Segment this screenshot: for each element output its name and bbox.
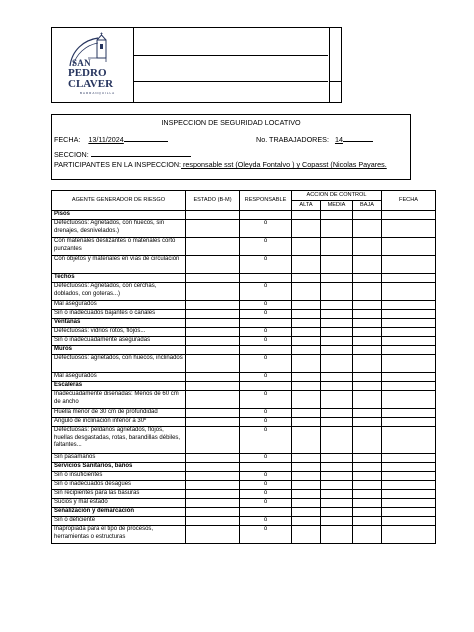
- participantes-field: [54, 160, 387, 169]
- media-cell[interactable]: [321, 472, 353, 481]
- alta-cell[interactable]: [292, 454, 321, 463]
- risk-item-label: Mal asegurados: [52, 301, 186, 310]
- fecha-cell[interactable]: [382, 256, 436, 274]
- responsable-cell[interactable]: ó: [240, 418, 292, 427]
- estado-cell[interactable]: [186, 355, 240, 373]
- fecha-cell[interactable]: [382, 328, 436, 337]
- empty-cell: [382, 508, 436, 517]
- fecha-cell[interactable]: [382, 283, 436, 301]
- empty-cell: [240, 211, 292, 220]
- estado-cell[interactable]: [186, 256, 240, 274]
- responsable-cell[interactable]: ó: [240, 427, 292, 454]
- baja-cell[interactable]: [353, 337, 382, 346]
- media-cell[interactable]: [321, 301, 353, 310]
- media-cell[interactable]: [321, 409, 353, 418]
- category-label: Muros: [52, 346, 186, 355]
- responsable-cell[interactable]: ó: [240, 499, 292, 508]
- risk-item-label: Sin o inadecuadamente aseguradas: [52, 337, 186, 346]
- responsable-cell[interactable]: ó: [240, 373, 292, 382]
- empty-cell: [353, 346, 382, 355]
- alta-cell[interactable]: [292, 310, 321, 319]
- responsable-cell[interactable]: ó: [240, 328, 292, 337]
- estado-cell[interactable]: [186, 337, 240, 346]
- baja-cell[interactable]: [353, 391, 382, 409]
- responsable-cell[interactable]: ó: [240, 310, 292, 319]
- category-label: Ventanas: [52, 319, 186, 328]
- category-row: [52, 274, 436, 283]
- estado-cell[interactable]: [186, 517, 240, 526]
- alta-cell[interactable]: [292, 337, 321, 346]
- risk-item-label: Mal asegurados: [52, 373, 186, 382]
- trabajadores-field: [256, 134, 373, 144]
- media-cell[interactable]: [321, 373, 353, 382]
- baja-cell[interactable]: [353, 301, 382, 310]
- empty-cell: [292, 274, 321, 283]
- table-row: [52, 238, 436, 256]
- alta-cell[interactable]: [292, 427, 321, 454]
- responsable-cell[interactable]: ó: [240, 283, 292, 301]
- empty-cell: [382, 463, 436, 472]
- responsable-cell[interactable]: ó: [240, 472, 292, 481]
- media-cell[interactable]: [321, 355, 353, 373]
- alta-cell[interactable]: [292, 238, 321, 256]
- media-cell[interactable]: [321, 391, 353, 409]
- estado-cell[interactable]: [186, 526, 240, 544]
- alta-cell[interactable]: [292, 490, 321, 499]
- estado-cell[interactable]: [186, 310, 240, 319]
- estado-cell[interactable]: [186, 427, 240, 454]
- alta-cell[interactable]: [292, 220, 321, 238]
- fecha-cell[interactable]: [382, 517, 436, 526]
- empty-cell: [292, 211, 321, 220]
- media-cell[interactable]: [321, 481, 353, 490]
- fecha-cell[interactable]: [382, 526, 436, 544]
- empty-cell: [186, 382, 240, 391]
- baja-cell[interactable]: [353, 220, 382, 238]
- alta-cell[interactable]: [292, 355, 321, 373]
- estado-cell[interactable]: [186, 283, 240, 301]
- header-accion-control: ACCION DE CONTROL: [292, 191, 382, 201]
- table-row: [52, 481, 436, 490]
- empty-cell: [321, 274, 353, 283]
- estado-cell[interactable]: [186, 418, 240, 427]
- header-baja: BAJA: [353, 201, 382, 211]
- media-cell[interactable]: [321, 427, 353, 454]
- table-row: [52, 391, 436, 409]
- participantes-value[interactable]: responsable sst (Oleyda Fontalvo ) y Copasst (Nicolas Payares.: [181, 160, 387, 169]
- risk-item-label: Sin o deficiente: [52, 517, 186, 526]
- category-label: Servicios Sanitarios, baños: [52, 463, 186, 472]
- empty-cell: [186, 319, 240, 328]
- media-cell[interactable]: [321, 418, 353, 427]
- participantes-label: PARTICIPANTES EN LA INSPECCION:: [54, 160, 182, 169]
- empty-cell: [321, 346, 353, 355]
- empty-cell: [353, 274, 382, 283]
- category-label: Señalización y demarcación: [52, 508, 186, 517]
- estado-cell[interactable]: [186, 409, 240, 418]
- baja-cell[interactable]: [353, 256, 382, 274]
- risk-item-label: Defectuosos: Agrietados, con cerchas, doblados, con goteras...): [52, 283, 186, 301]
- risk-item-label: Huella menor de 30 cm de profundidad: [52, 409, 186, 418]
- risk-item-label: Sin pasamanos: [52, 454, 186, 463]
- school-logo: [58, 32, 130, 98]
- fecha-cell[interactable]: [382, 427, 436, 454]
- fecha-cell[interactable]: [382, 472, 436, 481]
- logo-text-claver: CLAVER: [68, 78, 114, 90]
- media-cell[interactable]: [321, 256, 353, 274]
- fecha-cell[interactable]: [382, 355, 436, 373]
- category-label: Pisos: [52, 211, 186, 220]
- fecha-cell[interactable]: [382, 301, 436, 310]
- estado-cell[interactable]: [186, 220, 240, 238]
- empty-cell: [240, 463, 292, 472]
- empty-cell: [321, 463, 353, 472]
- fecha-cell[interactable]: [382, 481, 436, 490]
- empty-cell: [240, 508, 292, 517]
- responsable-cell[interactable]: ó: [240, 220, 292, 238]
- risk-item-label: Inapropiada para el tipo de procesos, herramientas o estructuras: [52, 526, 186, 544]
- table-row: [52, 490, 436, 499]
- trabajadores-value[interactable]: 14: [334, 135, 343, 144]
- table-row: [52, 301, 436, 310]
- alta-cell[interactable]: [292, 283, 321, 301]
- fecha-cell[interactable]: [382, 220, 436, 238]
- risk-item-label: Defectuosas: peldaños agrietados, flojos, huellas desgastadas, rotas, barandillas débiles, faltantes...: [52, 427, 186, 454]
- baja-cell[interactable]: [353, 238, 382, 256]
- risk-item-label: Sin recipientes para las basuras: [52, 490, 186, 499]
- header-box: [51, 27, 342, 103]
- baja-cell[interactable]: [353, 472, 382, 481]
- category-row: [52, 508, 436, 517]
- baja-cell[interactable]: [353, 373, 382, 382]
- table-row: [52, 418, 436, 427]
- baja-cell[interactable]: [353, 418, 382, 427]
- baja-cell[interactable]: [353, 481, 382, 490]
- fecha-cell[interactable]: [382, 418, 436, 427]
- empty-cell: [321, 211, 353, 220]
- empty-cell: [186, 346, 240, 355]
- responsable-cell[interactable]: ó: [240, 301, 292, 310]
- risk-item-label: Defectuosos: agrietados, con huecos, inclinados: [52, 355, 186, 373]
- baja-cell[interactable]: [353, 517, 382, 526]
- alta-cell[interactable]: [292, 526, 321, 544]
- responsable-cell[interactable]: ó: [240, 355, 292, 373]
- table-row: [52, 526, 436, 544]
- risk-item-label: Defectuosas: vidrios rotos, flojos...: [52, 328, 186, 337]
- empty-cell: [292, 508, 321, 517]
- seccion-input-line[interactable]: [91, 149, 191, 157]
- fecha-cell[interactable]: [382, 454, 436, 463]
- alta-cell[interactable]: [292, 517, 321, 526]
- empty-cell: [353, 463, 382, 472]
- empty-cell: [321, 508, 353, 517]
- header-estado: ESTADO (B-M): [186, 191, 240, 211]
- table-row: [52, 409, 436, 418]
- header-fecha: FECHA: [382, 191, 436, 211]
- estado-cell[interactable]: [186, 454, 240, 463]
- table-row: [52, 499, 436, 508]
- baja-cell[interactable]: [353, 499, 382, 508]
- header-agente: AGENTE GENERADOR DE RIESGO: [52, 191, 186, 211]
- alta-cell[interactable]: [292, 499, 321, 508]
- risk-item-label: Angulo de inclinación inferior a 30º: [52, 418, 186, 427]
- category-label: Escaleras: [52, 382, 186, 391]
- media-cell[interactable]: [321, 526, 353, 544]
- trabajadores-label: No. TRABAJADORES:: [256, 135, 329, 144]
- empty-cell: [353, 382, 382, 391]
- fecha-cell[interactable]: [382, 409, 436, 418]
- estado-cell[interactable]: [186, 301, 240, 310]
- fecha-value[interactable]: 13/11/2024: [88, 135, 124, 144]
- risk-item-label: Sin o inadecuados bajantes o canales: [52, 310, 186, 319]
- table-row: [52, 328, 436, 337]
- baja-cell[interactable]: [353, 355, 382, 373]
- header-alta: ALTA: [292, 201, 321, 211]
- risk-checklist-table: [51, 190, 436, 544]
- estado-cell[interactable]: [186, 481, 240, 490]
- media-cell[interactable]: [321, 328, 353, 337]
- media-cell[interactable]: [321, 283, 353, 301]
- baja-cell[interactable]: [353, 427, 382, 454]
- baja-cell[interactable]: [353, 310, 382, 319]
- seccion-label: SECCION:: [54, 150, 89, 159]
- empty-cell: [240, 346, 292, 355]
- empty-cell: [186, 508, 240, 517]
- baja-cell[interactable]: [353, 328, 382, 337]
- table-row: [52, 283, 436, 301]
- responsable-cell[interactable]: ó: [240, 481, 292, 490]
- alta-cell[interactable]: [292, 418, 321, 427]
- empty-cell: [353, 211, 382, 220]
- media-cell[interactable]: [321, 490, 353, 499]
- risk-item-label: Defectuosos: Agrietados, con huecos, sin drenajes, desnivelados.): [52, 220, 186, 238]
- media-cell[interactable]: [321, 310, 353, 319]
- table-row: [52, 256, 436, 274]
- alta-cell[interactable]: [292, 409, 321, 418]
- header-responsable: RESPONSABLE: [240, 191, 292, 211]
- estado-cell[interactable]: [186, 472, 240, 481]
- empty-cell: [292, 382, 321, 391]
- empty-cell: [292, 346, 321, 355]
- estado-cell[interactable]: [186, 490, 240, 499]
- logo-text-pedro: PEDRO: [68, 67, 107, 79]
- baja-cell[interactable]: [353, 490, 382, 499]
- baja-cell[interactable]: [353, 283, 382, 301]
- table-row: [52, 427, 436, 454]
- table-row: [52, 373, 436, 382]
- empty-cell: [186, 463, 240, 472]
- risk-item-label: Con objetos y materiales en vías de circulación: [52, 256, 186, 274]
- responsable-cell[interactable]: ó: [240, 409, 292, 418]
- fecha-underline: [124, 134, 168, 142]
- empty-cell: [292, 463, 321, 472]
- table-row: [52, 220, 436, 238]
- empty-cell: [240, 274, 292, 283]
- empty-cell: [353, 319, 382, 328]
- media-cell[interactable]: [321, 454, 353, 463]
- table-row: [52, 355, 436, 373]
- responsable-cell[interactable]: ó: [240, 256, 292, 274]
- risk-item-label: Con materiales deslizantes o materiales corto punzantes: [52, 238, 186, 256]
- estado-cell[interactable]: [186, 391, 240, 409]
- category-row: [52, 463, 436, 472]
- responsable-cell[interactable]: ó: [240, 337, 292, 346]
- category-label: Techos: [52, 274, 186, 283]
- empty-cell: [240, 382, 292, 391]
- category-row: [52, 382, 436, 391]
- table-row: [52, 337, 436, 346]
- estado-cell[interactable]: [186, 373, 240, 382]
- empty-cell: [353, 508, 382, 517]
- fecha-cell[interactable]: [382, 499, 436, 508]
- form-title: INSPECCION DE SEGURIDAD LOCATIVO: [161, 118, 301, 127]
- alta-cell[interactable]: [292, 328, 321, 337]
- logo-subtitle: BARRANQUILLA: [80, 91, 116, 95]
- fecha-cell[interactable]: [382, 373, 436, 382]
- checklist-body: [52, 211, 436, 544]
- empty-cell: [186, 211, 240, 220]
- estado-cell[interactable]: [186, 238, 240, 256]
- empty-cell: [382, 382, 436, 391]
- responsable-cell[interactable]: ó: [240, 454, 292, 463]
- alta-cell[interactable]: [292, 472, 321, 481]
- empty-cell: [292, 319, 321, 328]
- responsable-cell[interactable]: ó: [240, 391, 292, 409]
- alta-cell[interactable]: [292, 391, 321, 409]
- baja-cell[interactable]: [353, 409, 382, 418]
- alta-cell[interactable]: [292, 481, 321, 490]
- responsable-cell[interactable]: ó: [240, 238, 292, 256]
- fecha-cell[interactable]: [382, 310, 436, 319]
- media-cell[interactable]: [321, 517, 353, 526]
- risk-item-label: Sin o inadecuados desagües: [52, 481, 186, 490]
- baja-cell[interactable]: [353, 526, 382, 544]
- table-row: [52, 310, 436, 319]
- risk-item-label: Inadecuadamente diseñadas: Menos de 60 cm de ancho: [52, 391, 186, 409]
- fecha-cell[interactable]: [382, 391, 436, 409]
- responsable-cell[interactable]: ó: [240, 526, 292, 544]
- risk-item-label: Sucios y mal estado: [52, 499, 186, 508]
- estado-cell[interactable]: [186, 328, 240, 337]
- empty-cell: [382, 319, 436, 328]
- alta-cell[interactable]: [292, 256, 321, 274]
- inspection-info-box: [51, 114, 411, 180]
- seccion-field: [54, 149, 191, 159]
- empty-cell: [382, 346, 436, 355]
- media-cell[interactable]: [321, 337, 353, 346]
- category-row: [52, 319, 436, 328]
- table-row: [52, 454, 436, 463]
- fecha-cell[interactable]: [382, 490, 436, 499]
- responsable-cell[interactable]: ó: [240, 517, 292, 526]
- risk-item-label: Sin o insuficientes: [52, 472, 186, 481]
- empty-cell: [240, 319, 292, 328]
- baja-cell[interactable]: [353, 454, 382, 463]
- category-row: [52, 346, 436, 355]
- empty-cell: [321, 319, 353, 328]
- alta-cell[interactable]: [292, 373, 321, 382]
- empty-cell: [382, 211, 436, 220]
- fecha-field: [54, 134, 168, 144]
- fecha-label: FECHA:: [54, 135, 81, 144]
- estado-cell[interactable]: [186, 499, 240, 508]
- media-cell[interactable]: [321, 220, 353, 238]
- responsable-cell[interactable]: ó: [240, 490, 292, 499]
- trabajadores-underline: [343, 134, 373, 142]
- table-row: [52, 472, 436, 481]
- empty-cell: [321, 382, 353, 391]
- empty-cell: [382, 274, 436, 283]
- empty-cell: [186, 274, 240, 283]
- table-row: [52, 517, 436, 526]
- header-media: MEDIA: [321, 201, 353, 211]
- fecha-cell[interactable]: [382, 238, 436, 256]
- media-cell[interactable]: [321, 499, 353, 508]
- logo-text-san: SAN: [72, 58, 91, 68]
- category-row: [52, 211, 436, 220]
- fecha-cell[interactable]: [382, 337, 436, 346]
- alta-cell[interactable]: [292, 301, 321, 310]
- media-cell[interactable]: [321, 238, 353, 256]
